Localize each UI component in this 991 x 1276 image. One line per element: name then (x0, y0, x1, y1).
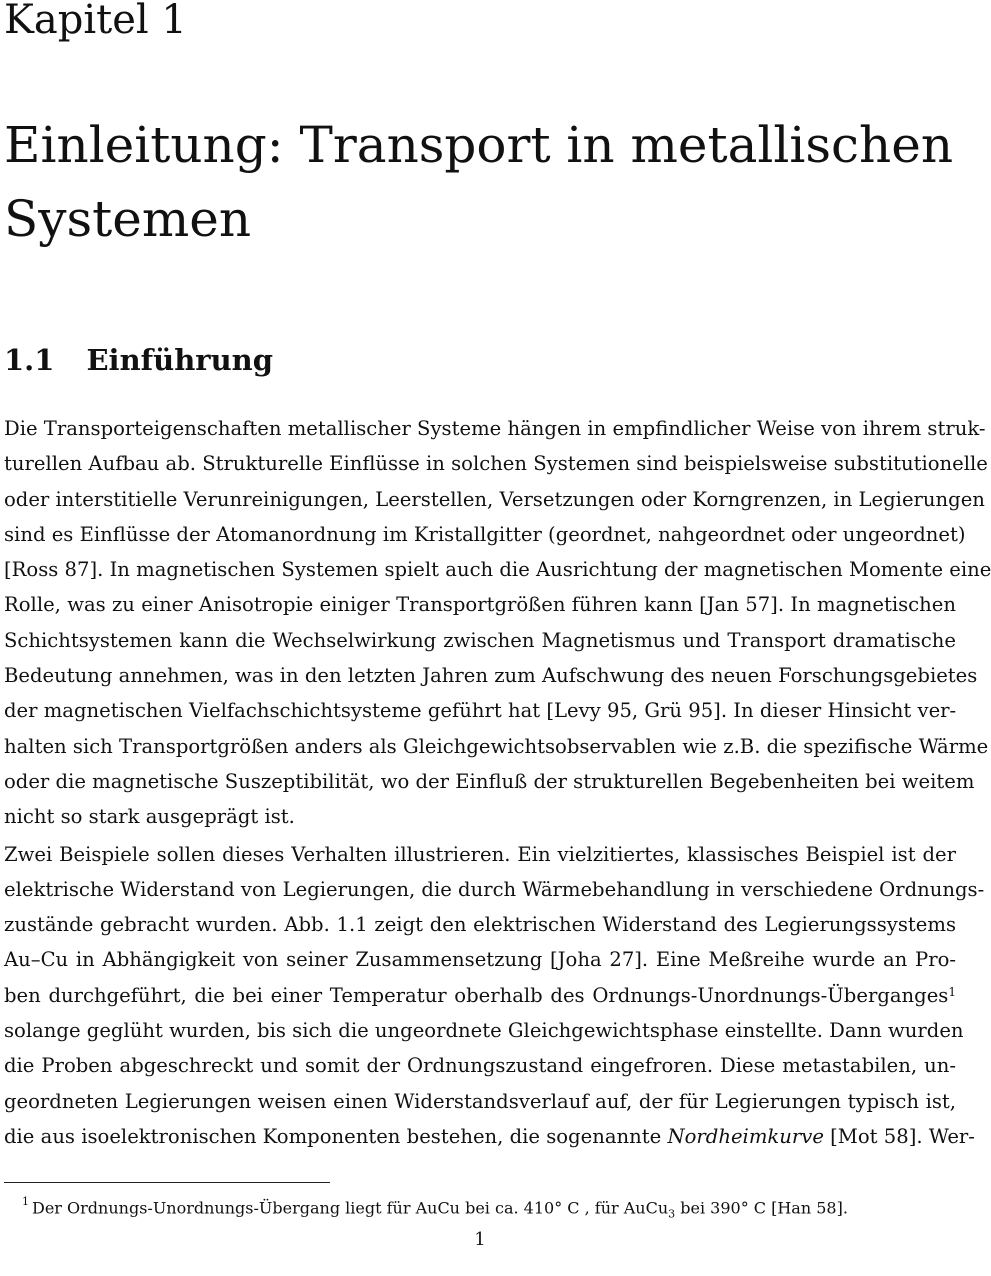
footnote-text-b: bei 390° C [Han 58]. (675, 1198, 848, 1218)
chapter-title (4, 108, 954, 256)
chapter-title-line-2: Systemen (4, 190, 252, 248)
text-line: solange geglüht wurden, bis sich die ungeordnete Gleichgewichtsphase einstellte. Dann wurden (4, 1019, 964, 1043)
text-segment: ben durchgeführt, die bei einer Temperatur oberhalb des Ordnungs-Unordnungs-Überganges (4, 983, 949, 1007)
text-line: Au–Cu in Abhängigkeit von seiner Zusammensetzung [Joha 27]. Eine Meßreihe wurde an Pro- (4, 948, 956, 972)
text-line: sind es Einflüsse der Atomanordnung im Kristallgitter (geordnet, nahgeordnet oder ungeordnet) (4, 522, 966, 546)
text-line: der magnetischen Vielfachschichtsysteme geführt hat [Levy 95, Grü 95]. In dieser Hinsicht ver- (4, 699, 957, 723)
page-number: 1 (474, 1229, 486, 1250)
text-line: Rolle, was zu einer Anisotropie einiger Transportgrößen führen kann [Jan 57]. In magnetischen (4, 593, 956, 617)
text-line: oder interstitielle Verunreinigungen, Leerstellen, Versetzungen oder Korngrenzen, in Legierungen (4, 487, 985, 511)
chapter-title-line-1: Einleitung: Transport in metallischen (4, 116, 954, 174)
section-title: Einführung (86, 343, 274, 377)
text-segment: [Mot 58]. Wer- (823, 1124, 975, 1148)
text-line (4, 1119, 975, 1154)
text-segment: die aus isoelektronischen Komponenten bestehen, die sogenannte (4, 1124, 668, 1148)
footnote-reference[interactable]: 1 (948, 984, 956, 999)
footnote-subscript: 3 (668, 1207, 676, 1221)
text-line (4, 978, 956, 1013)
footnote (22, 1192, 848, 1227)
section-heading (4, 340, 273, 380)
text-line: turellen Aufbau ab. Strukturelle Einflüsse in solchen Systemen sind beispielsweise substitutionelle (4, 452, 988, 476)
text-line: zustände gebracht wurden. Abb. 1.1 zeigt den elektrischen Widerstand des Legierungssystems (4, 913, 956, 937)
footnote-rule (4, 1182, 330, 1183)
footnote-mark: 1 (22, 1195, 29, 1208)
text-line: [Ross 87]. In magnetischen Systemen spielt auch die Ausrichtung der magnetischen Momente eine (4, 558, 991, 582)
section-number: 1.1 (4, 343, 55, 377)
text-line: die Proben abgeschreckt und somit der Ordnungszustand eingefroren. Diese metastabilen, un- (4, 1054, 956, 1078)
text-line: Die Transporteigenschaften metallischer Systeme hängen in empfindlicher Weise von ihrem struk- (4, 417, 986, 440)
text-line: oder die magnetische Suszeptibilität, wo der Einfluß der strukturellen Begebenheiten bei weitem (4, 769, 975, 793)
text-line: halten sich Transportgrößen anders als Gleichgewichtsobservablen wie z.B. die spezifische Wärme (4, 734, 989, 758)
body-text (4, 411, 991, 1154)
text-line: nicht so stark ausgeprägt ist. (4, 805, 295, 829)
text-line: Schichtsystemen kann die Wechselwirkung zwischen Magnetismus und Transport dramatische (4, 628, 956, 652)
paragraph-2 (4, 837, 985, 1155)
text-line: Bedeutung annehmen, was in den letzten Jahren zum Aufschwung des neuen Forschungsgebietes (4, 664, 978, 688)
text-line: elektrische Widerstand von Legierungen, die durch Wärmebehandlung in verschiedene Ordnungs- (4, 877, 985, 901)
paragraph-1 (4, 411, 991, 835)
text-line: Zwei Beispiele sollen dieses Verhalten illustrieren. Ein vielzitiertes, klassisches Beispiel ist der (4, 842, 956, 866)
footnote-text-a: Der Ordnungs-Unordnungs-Übergang liegt für AuCu bei ca. 410° C , für AuCu (32, 1198, 669, 1218)
italic-term: Nordheimkurve (667, 1124, 824, 1148)
text-line: geordneten Legierungen weisen einen Widerstandsverlauf auf, der für Legierungen typisch ist, (4, 1089, 956, 1113)
chapter-label: Kapitel 1 (4, 0, 187, 43)
